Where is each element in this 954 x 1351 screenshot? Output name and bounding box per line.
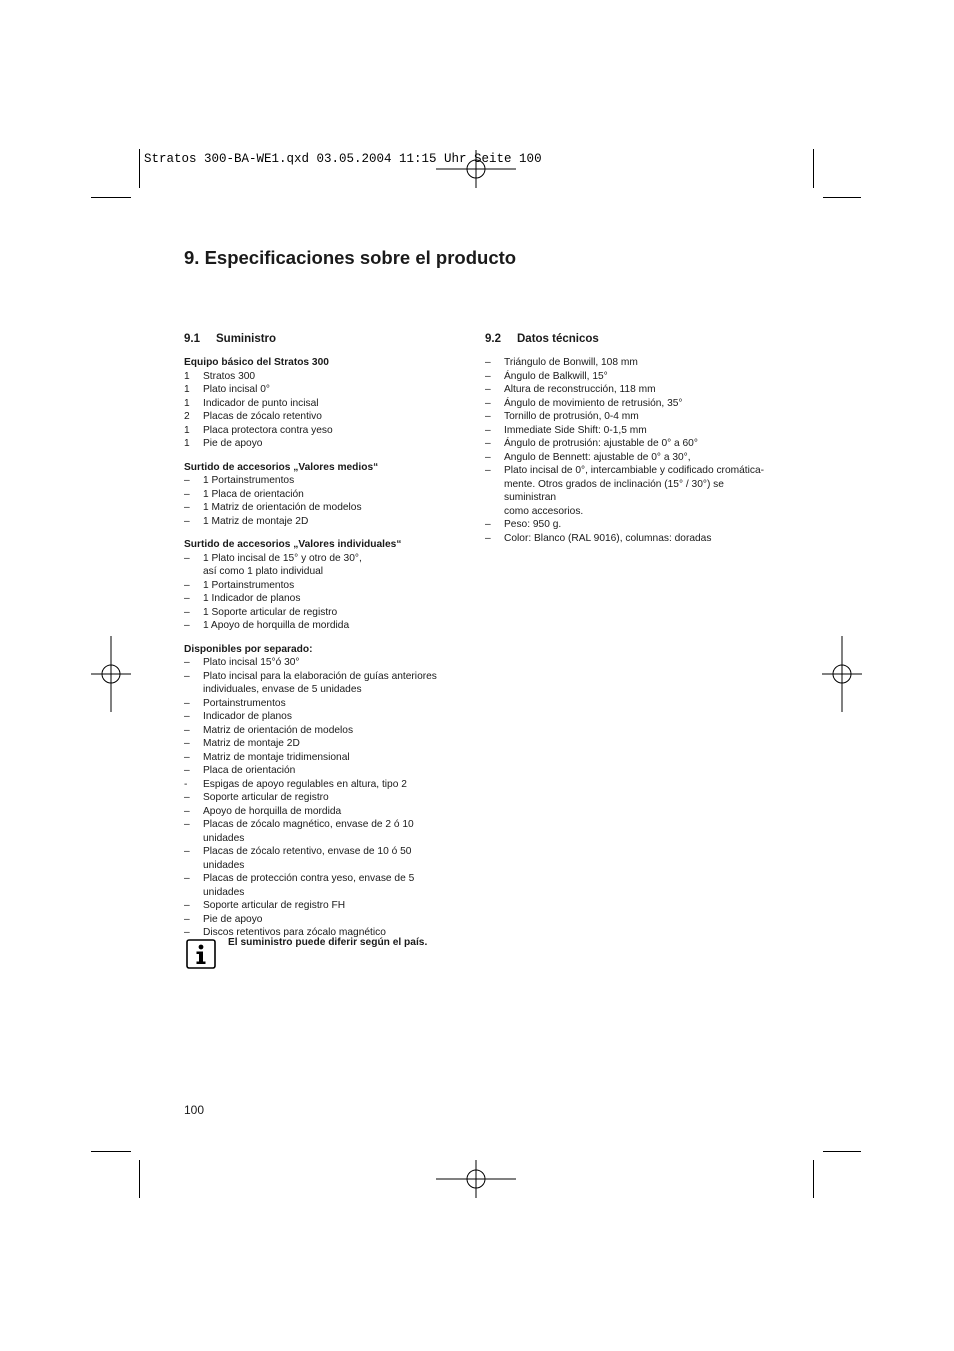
list-item-text: 1 Matriz de orientación de modelos	[203, 502, 362, 513]
list-item	[485, 532, 770, 546]
list-item-text: Placas de protección contra yeso, envase de 5 unidades	[203, 873, 415, 898]
list-item-text: Plato incisal para la elaboración de guías anteriores individuales, envase de 5 unidades	[203, 670, 437, 695]
list-item-marker: –	[184, 913, 190, 925]
list-item	[184, 656, 454, 670]
list-item-marker: –	[184, 900, 190, 911]
item-group	[184, 538, 454, 633]
registration-mark-bottom	[436, 1160, 516, 1198]
list-item-text: Pie de apoyo	[203, 913, 263, 925]
list-item	[485, 370, 770, 384]
crop-mark-bottom-right-horizontal	[823, 1151, 861, 1152]
list-item-marker: –	[184, 593, 190, 604]
crop-mark-top-right-vertical	[813, 149, 814, 188]
section-heading-9-2	[485, 332, 770, 346]
list-item-marker: –	[184, 552, 190, 564]
list-item-marker: –	[184, 724, 190, 736]
list-item	[184, 764, 454, 778]
list-item-marker: 2	[184, 411, 190, 422]
list-item-marker: –	[184, 805, 190, 817]
list-item	[485, 451, 770, 465]
list-item-marker: –	[184, 579, 190, 591]
list-item-marker: 1	[184, 397, 190, 409]
list-item	[184, 697, 454, 711]
registration-mark-right	[822, 636, 862, 712]
list-item-text: Ángulo de movimiento de retrusión, 35°	[504, 397, 683, 409]
group-heading: Disponibles por separado:	[184, 643, 313, 655]
list-item	[485, 464, 770, 518]
list-item	[184, 370, 454, 384]
crop-mark-bottom-right-vertical	[813, 1160, 814, 1198]
list-item-text: 1 Portainstrumentos	[203, 579, 295, 591]
list-item-text: 1 Matriz de montaje 2D	[203, 515, 309, 527]
list-item-text: Placas de zócalo magnético, envase de 2 ó 10 unidades	[203, 819, 414, 844]
page-number: 100	[184, 1103, 205, 1117]
list-item-text: Placa de orientación	[203, 765, 296, 776]
list-item	[184, 818, 454, 845]
list-item-marker: 1	[184, 384, 190, 395]
group-heading: Surtido de accesorios „Valores medios“	[184, 461, 379, 473]
list-item	[184, 474, 454, 488]
list-item-text: Plato incisal de 0°, intercambiable y codificado cromática- mente. Otros grados de inclinación (15° / 30°) se suministran como accesorios.	[504, 465, 765, 517]
list-item	[184, 778, 454, 792]
datos-tecnicos-list	[485, 356, 770, 545]
list-item-text: Plato incisal 0°	[203, 384, 270, 395]
item-group	[184, 461, 454, 529]
list-item-marker: –	[184, 765, 190, 776]
list-item	[184, 710, 454, 724]
list-item-text: Espigas de apoyo regulables en altura, tipo 2	[203, 778, 407, 790]
list-item-text: Immediate Side Shift: 0-1,5 mm	[504, 424, 647, 436]
section-title: Datos técnicos	[517, 333, 599, 345]
list-item	[184, 751, 454, 765]
list-item-text: 1 Plato incisal de 15° y otro de 30°, así como 1 plato individual	[203, 552, 362, 577]
list-item	[184, 424, 454, 438]
list-item	[184, 670, 454, 697]
list-item-marker: –	[485, 357, 491, 368]
list-item	[485, 383, 770, 397]
list-item-marker: –	[485, 424, 491, 436]
list-item-marker: –	[485, 384, 491, 395]
list-item-marker: –	[184, 711, 190, 722]
list-item-marker: –	[485, 397, 491, 409]
list-item-marker: –	[485, 532, 491, 544]
list-item-marker: –	[485, 519, 491, 530]
registration-mark-left	[91, 636, 131, 712]
list-item-marker: 1	[184, 370, 190, 382]
list-item-marker: -	[184, 778, 188, 790]
list-item	[184, 501, 454, 515]
list-item-marker: –	[184, 819, 190, 830]
list-item	[184, 724, 454, 738]
list-item	[184, 397, 454, 411]
note-text: El suministro puede diferir según el país.	[228, 937, 428, 948]
list-item-text: Matriz de montaje 2D	[203, 738, 300, 749]
list-item-marker: –	[184, 927, 190, 938]
list-item	[184, 899, 454, 913]
list-item-text: 1 Portainstrumentos	[203, 475, 295, 486]
list-item-text: 1 Indicador de planos	[203, 593, 301, 604]
list-item-text: Peso: 950 g.	[504, 519, 562, 530]
list-item	[184, 791, 454, 805]
item-group	[184, 356, 454, 451]
list-item	[184, 592, 454, 606]
list-item-marker: –	[184, 515, 190, 527]
list-item-text: Indicador de planos	[203, 711, 292, 722]
list-item	[485, 437, 770, 451]
group-heading: Surtido de accesorios „Valores individuales“	[184, 539, 402, 550]
list-item-marker: –	[184, 873, 190, 884]
list-item	[485, 397, 770, 411]
crop-mark-bottom-left-vertical	[139, 1160, 140, 1198]
list-item-text: Ángulo de Balkwill, 15°	[504, 370, 608, 382]
list-item-text: Ángulo de protrusión: ajustable de 0° a 60°	[504, 438, 698, 449]
list-item	[184, 488, 454, 502]
list-item	[184, 619, 454, 633]
list-item	[485, 518, 770, 532]
list-item-marker: –	[485, 465, 491, 476]
list-item-text: Soporte articular de registro FH	[203, 900, 346, 911]
list-item	[485, 424, 770, 438]
list-item	[485, 356, 770, 370]
list-item	[184, 410, 454, 424]
crop-mark-top-left-horizontal	[91, 197, 131, 198]
list-item-marker: –	[184, 792, 190, 803]
info-icon	[186, 939, 216, 969]
list-item-marker: –	[485, 438, 491, 449]
list-item	[184, 437, 454, 451]
section-number: 9.1	[184, 333, 200, 345]
list-item-marker: –	[184, 670, 190, 682]
list-item-marker: –	[485, 411, 491, 422]
list-item	[184, 913, 454, 927]
list-item-text: Placa protectora contra yeso	[203, 424, 333, 436]
list-item-text: Stratos 300	[203, 370, 256, 382]
list-item-marker: –	[184, 475, 190, 486]
list-item-marker: –	[184, 697, 190, 709]
list-item-marker: –	[485, 370, 491, 382]
list-item	[184, 606, 454, 620]
list-item	[485, 410, 770, 424]
list-item-text: Soporte articular de registro	[203, 792, 329, 803]
list-item-text: Placas de zócalo retentivo	[203, 411, 322, 422]
section-datos-tecnicos	[485, 332, 770, 545]
list-item-text: 1 Placa de orientación	[203, 488, 304, 500]
list-item-text: Color: Blanco (RAL 9016), columnas: doradas	[504, 532, 712, 544]
list-item-text: Placas de zócalo retentivo, envase de 10 ó 50 unidades	[203, 846, 412, 871]
list-item-marker: –	[184, 846, 190, 857]
list-item-marker: –	[184, 620, 190, 631]
list-item-marker: –	[184, 751, 190, 763]
list-item-marker: –	[184, 488, 190, 500]
section-heading-9-1	[184, 332, 454, 346]
list-item-marker: 1	[184, 438, 190, 449]
list-item	[184, 872, 454, 899]
list-item-marker: 1	[184, 424, 190, 436]
list-item	[184, 845, 454, 872]
print-slug-line: Stratos 300-BA-WE1.qxd 03.05.2004 11:15 Uhr Seite 100	[144, 152, 542, 166]
list-item-marker: –	[184, 606, 190, 618]
page-title: 9. Especificaciones sobre el producto	[184, 247, 517, 268]
section-number: 9.2	[485, 333, 501, 345]
crop-mark-top-left-vertical	[139, 149, 140, 188]
crop-mark-bottom-left-horizontal	[91, 1151, 131, 1152]
list-item	[184, 515, 454, 529]
list-item-text: Plato incisal 15°ó 30°	[203, 657, 300, 668]
list-item-marker: –	[184, 738, 190, 749]
list-item-marker: –	[485, 451, 491, 463]
list-item-text: Apoyo de horquilla de mordida	[203, 805, 342, 817]
group-heading: Equipo básico del Stratos 300	[184, 357, 329, 368]
list-item-marker: –	[184, 657, 190, 668]
section-suministro	[184, 332, 454, 950]
list-item-marker: –	[184, 502, 190, 513]
list-item-text: Matriz de orientación de modelos	[203, 724, 354, 736]
list-item-text: Altura de reconstrucción, 118 mm	[504, 384, 656, 395]
list-item-text: Matriz de montaje tridimensional	[203, 751, 350, 763]
suministro-groups	[184, 356, 454, 940]
item-group	[184, 643, 454, 940]
list-item	[184, 552, 454, 579]
list-item-text: 1 Apoyo de horquilla de mordida	[203, 620, 350, 631]
list-item	[184, 579, 454, 593]
list-item	[184, 737, 454, 751]
list-item-text: Angulo de Bennett: ajustable de 0° a 30°,	[504, 451, 691, 463]
list-item-text: Discos retentivos para zócalo magnético	[203, 927, 386, 938]
list-item	[184, 383, 454, 397]
list-item-text: 1 Soporte articular de registro	[203, 606, 338, 618]
list-item-text: Tornillo de protrusión, 0-4 mm	[504, 411, 639, 422]
list-item-text: Portainstrumentos	[203, 697, 286, 709]
section-title: Suministro	[216, 333, 277, 345]
list-item-text: Triángulo de Bonwill, 108 mm	[504, 357, 638, 368]
list-item-text: Pie de apoyo	[203, 438, 263, 449]
list-item	[184, 805, 454, 819]
crop-mark-top-right-horizontal	[823, 197, 861, 198]
list-item-text: Indicador de punto incisal	[203, 397, 319, 409]
